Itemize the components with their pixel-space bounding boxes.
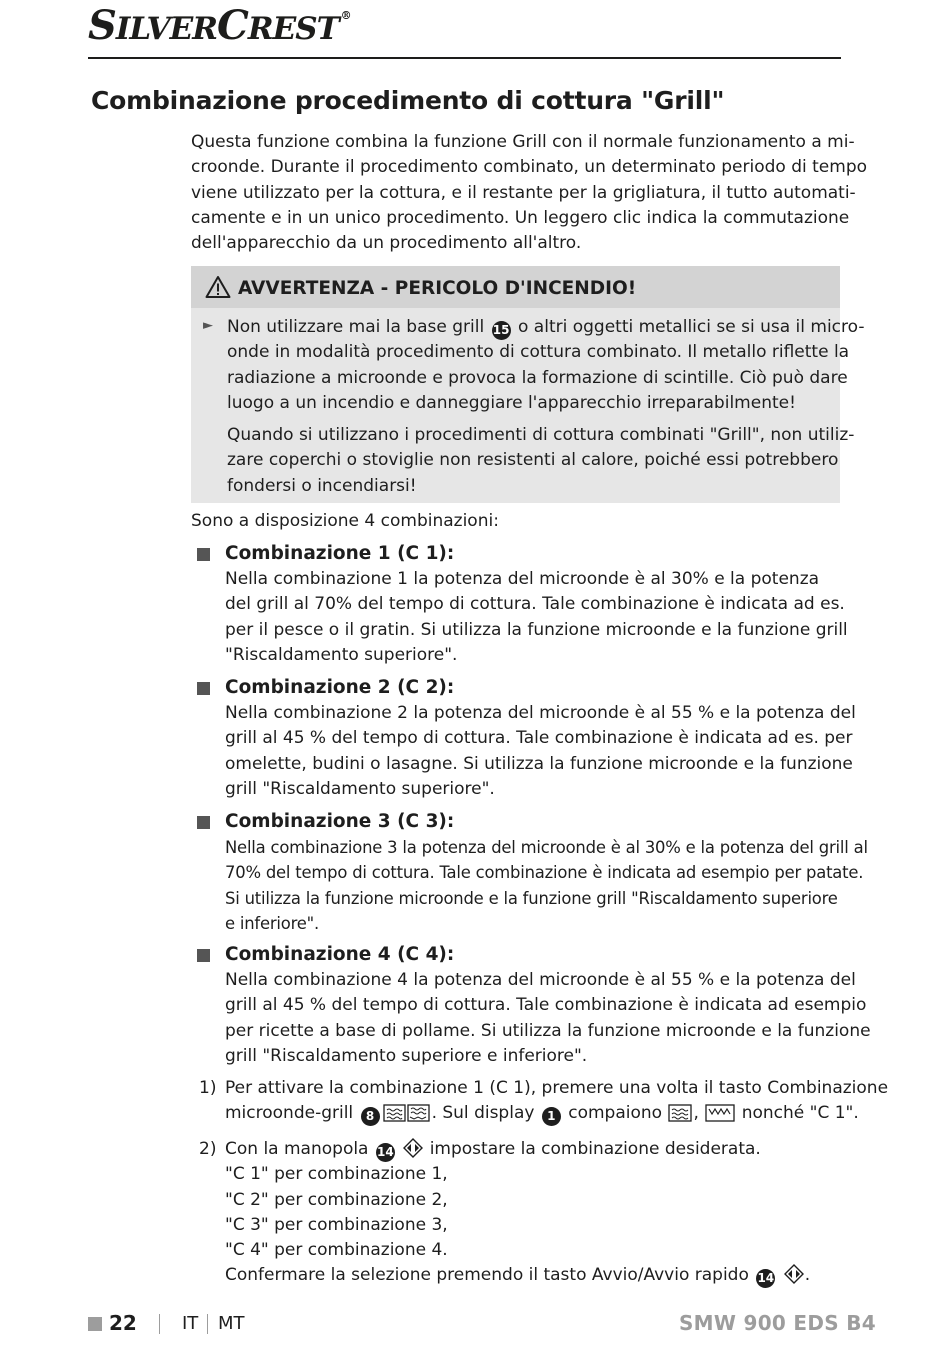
text-line: Nella combinazione 4 la potenza del microonde è al 55 % e la potenza del xyxy=(225,970,856,990)
text-line: onde in modalità procedimento di cottura combinato. Il metallo riflette la xyxy=(227,342,850,363)
text-line: camente e in un unico procedimento. Un leggero clic indica la commutazione xyxy=(191,207,850,228)
footer-divider xyxy=(159,1314,160,1334)
arrow-bullet-icon: ► xyxy=(203,318,213,333)
step-number: 1) xyxy=(199,1078,217,1098)
combination-title: Combinazione 3 (C 3): xyxy=(225,811,455,832)
text-line: Questa funzione combina la funzione Grill con il normale funzionamento a mi- xyxy=(191,132,855,152)
text-line: Nella combinazione 1 la potenza del microonde è al 30% e la potenza xyxy=(225,569,820,589)
reference-number-15: 15 xyxy=(492,321,511,340)
text-run: Con la manopola xyxy=(225,1139,369,1159)
reference-number-1: 1 xyxy=(542,1107,561,1126)
text-line: fondersi o incendiarsi! xyxy=(227,475,417,496)
page-number: 22 xyxy=(109,1311,137,1335)
text-line: Per attivare la combinazione 1 (C 1), premere una volta il tasto Combinazione xyxy=(225,1078,889,1098)
text-line: grill "Riscaldamento superiore". xyxy=(225,778,495,799)
text-run: Non utilizzare mai la base grill xyxy=(227,317,485,337)
text-line: "C 4" per combinazione 4. xyxy=(225,1240,448,1261)
text-line: e inferiore". xyxy=(225,913,320,933)
text-run: Confermare la selezione premendo il tasto Avvio/Avvio rapido xyxy=(225,1265,749,1286)
warning-paragraph-2 xyxy=(227,423,855,499)
text-line: del grill al 70% del tempo di cottura. Tale combinazione è indicata ad es. xyxy=(225,594,845,615)
combination-description xyxy=(225,835,868,936)
text-run: . Sul display xyxy=(431,1103,535,1124)
text-line xyxy=(225,1263,845,1288)
warning-triangle-icon xyxy=(205,275,231,299)
section-title: Combinazione procedimento di cottura "Grill" xyxy=(91,86,725,115)
grill-symbol-icon xyxy=(705,1104,735,1122)
warning-title: AVVERTENZA - PERICOLO D'INCENDIO! xyxy=(238,278,637,299)
knob-symbol-icon xyxy=(784,1264,804,1284)
combination-description xyxy=(225,567,848,668)
square-bullet-icon xyxy=(197,816,210,829)
square-bullet-icon xyxy=(197,949,210,962)
logo-letters: REST xyxy=(247,11,339,47)
reference-number-14: 14 xyxy=(376,1143,395,1162)
combination-description xyxy=(225,701,856,802)
combination-description xyxy=(225,968,871,1069)
text-line: "C 1" per combinazione 1, xyxy=(225,1164,448,1185)
microwave-symbol-icon xyxy=(668,1104,692,1122)
logo-letters: ILVER xyxy=(115,11,217,47)
text-line: "Riscaldamento superiore". xyxy=(225,644,458,665)
text-line: omelette, budini o lasagne. Si utilizza la funzione microonde e la funzione xyxy=(225,753,853,774)
text-line: luogo a un incendio e danneggiare l'apparecchio irreparabilmente! xyxy=(227,392,796,413)
brand-logo xyxy=(88,2,351,49)
text-line: per il pesce o il gratin. Si utilizza la funzione microonde e la funzione grill xyxy=(225,619,848,640)
warning-paragraph xyxy=(227,315,865,416)
step-text xyxy=(225,1137,845,1289)
registered-mark: ® xyxy=(340,9,351,22)
text-run: impostare la combinazione desiderata. xyxy=(429,1139,761,1159)
language-code: MT xyxy=(218,1313,245,1334)
text-line: Nella combinazione 3 la potenza del microonde è al 30% e la potenza del grill al xyxy=(225,838,868,857)
square-bullet-icon xyxy=(197,548,210,561)
text-line: Nella combinazione 2 la potenza del microonde è al 55 % e la potenza del xyxy=(225,703,856,723)
header-rule xyxy=(88,57,841,59)
text-line: per ricette a base di pollame. Si utilizza la funzione microonde e la funzione xyxy=(225,1020,871,1041)
footer-divider xyxy=(207,1314,208,1334)
reference-number-8: 8 xyxy=(361,1107,380,1126)
warning-header xyxy=(191,266,840,308)
logo-letter: C xyxy=(216,2,248,49)
text-line xyxy=(227,315,865,340)
text-line: grill al 45 % del tempo di cottura. Tale combinazione è indicata ad esempio xyxy=(225,995,867,1016)
text-line: Quando si utilizzano i procedimenti di cottura combinati "Grill", non utiliz- xyxy=(227,425,855,445)
combination-title: Combinazione 1 (C 1): xyxy=(225,543,455,564)
text-run: microonde-grill xyxy=(225,1103,354,1124)
text-line: Si utilizza la funzione microonde e la funzione grill "Riscaldamento superiore xyxy=(225,888,838,908)
microwave-grill-symbol-icon xyxy=(383,1104,431,1122)
text-line: viene utilizzato per la cottura, e il restante per la grigliatura, il tutto automati- xyxy=(191,182,856,203)
text-run: o altri oggetti metallici se si usa il micro- xyxy=(518,317,865,337)
model-number: SMW 900 EDS B4 xyxy=(678,1311,876,1335)
language-code: IT xyxy=(182,1313,199,1334)
text-line: zare coperchi o stoviglie non resistenti al calore, poiché essi potrebbero xyxy=(227,450,839,471)
reference-number-14: 14 xyxy=(756,1269,775,1288)
step-text xyxy=(225,1076,889,1127)
text-line: grill "Riscaldamento superiore e inferiore". xyxy=(225,1045,588,1066)
text-line: croonde. Durante il procedimento combinato, un determinato periodo di tempo xyxy=(191,157,868,178)
text-line: 70% del tempo di cottura. Tale combinazione è indicata ad esempio per patate. xyxy=(225,863,864,883)
text-run: , xyxy=(693,1103,699,1124)
text-line: dell'apparecchio da un procedimento all'altro. xyxy=(191,233,582,254)
logo-letter: S xyxy=(88,2,116,49)
text-line xyxy=(225,1101,859,1126)
square-bullet-icon xyxy=(197,682,210,695)
fire-warning-box xyxy=(191,266,865,503)
knob-symbol-icon xyxy=(403,1138,423,1158)
step-number: 2) xyxy=(199,1139,217,1159)
combination-title: Combinazione 2 (C 2): xyxy=(225,677,455,698)
text-run: nonché "C 1". xyxy=(741,1103,859,1124)
text-run: . xyxy=(804,1265,811,1286)
text-line xyxy=(225,1137,845,1162)
text-line: "C 3" per combinazione 3, xyxy=(225,1214,448,1235)
text-line: "C 2" per combinazione 2, xyxy=(225,1189,448,1210)
combination-title: Combinazione 4 (C 4): xyxy=(225,944,455,965)
combinations-intro: Sono a disposizione 4 combinazioni: xyxy=(191,511,499,531)
intro-paragraph xyxy=(191,130,868,256)
text-line: grill al 45 % del tempo di cottura. Tale combinazione è indicata ad es. per xyxy=(225,728,853,749)
footer-square-icon xyxy=(88,1317,102,1331)
text-run: compaiono xyxy=(568,1103,663,1124)
text-line: radiazione a microonde e provoca la formazione di scintille. Ciò può dare xyxy=(227,367,848,388)
